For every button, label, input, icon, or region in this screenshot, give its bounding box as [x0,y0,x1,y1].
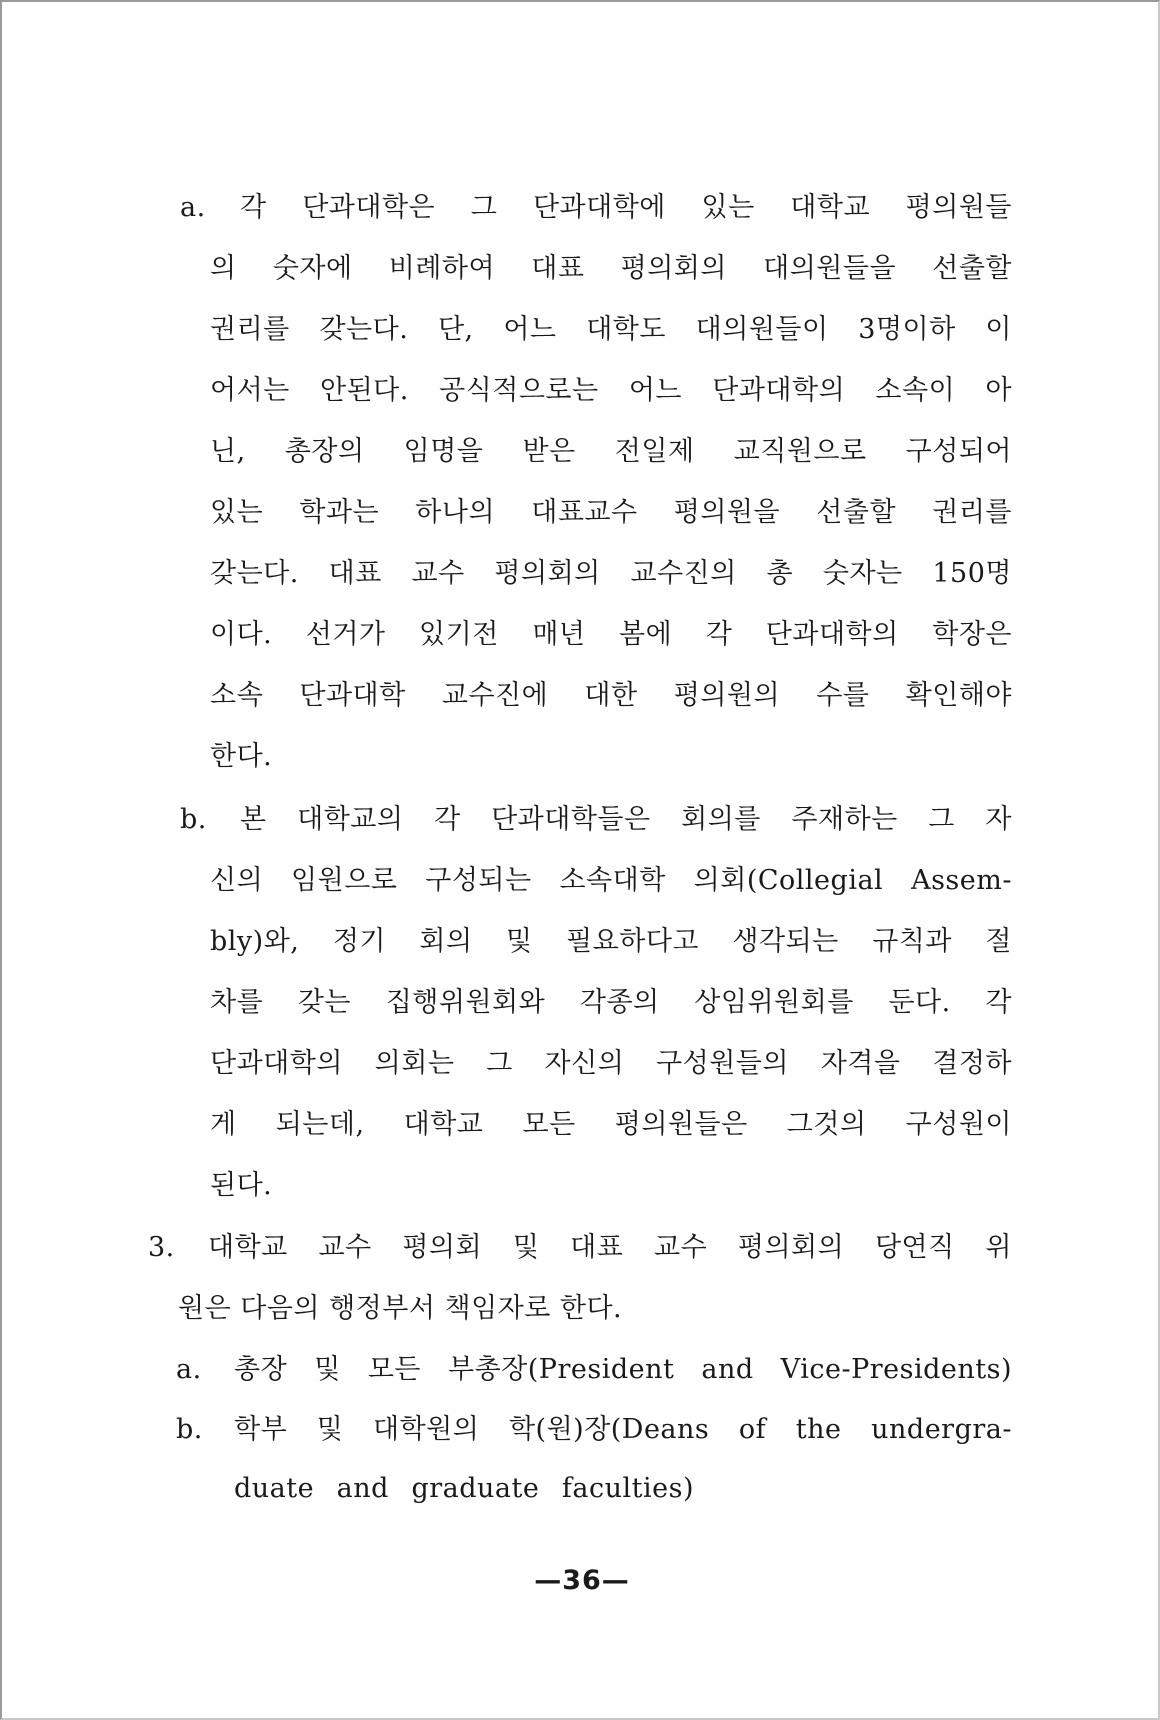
item-3a-marker: a. [176,1354,202,1385]
section-b-line: 차를 갖는 집행위원회와 각종의 상임위원회를 둔다. 각 [210,987,1012,1018]
section-a-line: 있는 학과는 하나의 대표교수 평의원을 선출할 권리를 [210,497,1012,528]
section-a-line: 각 단과대학은 그 단과대학에 있는 대학교 평의원들 [240,192,1012,223]
section-a-line: 어서는 안된다. 공식적으로는 어느 단과대학의 소속이 아 [210,375,1012,406]
item-3b-line: duate and graduate faculties) [234,1473,694,1504]
section-b-marker: b. [180,804,207,835]
section-b-line: 된다. [210,1170,273,1201]
page-number: —36— [534,1565,630,1596]
section-a-line: 갖는다. 대표 교수 평의회의 교수진의 총 숫자는 150명 [210,558,1012,589]
section-b-line: 게 되는데, 대학교 모든 평의원들은 그것의 구성원이 [210,1109,1012,1140]
item-3b-line: 학부 및 대학원의 학(원)장(Deans of the undergra- [234,1414,1012,1445]
section-a-line: 권리를 갖는다. 단, 어느 대학도 대의원들이 3명이하 이 [210,314,1012,345]
section-a-line: 의 숫자에 비례하여 대표 평의회의 대의원들을 선출할 [210,253,1012,284]
section-a-line: 한다. [210,741,273,772]
section-b-line: 단과대학의 의회는 그 자신의 구성원들의 자격을 결정하 [210,1048,1012,1079]
section-a-line: 이다. 선거가 있기전 매년 봄에 각 단과대학의 학장은 [210,619,1012,650]
section-b-line: bly)와, 정기 회의 및 필요하다고 생각되는 규칙과 절 [210,926,1012,957]
item-3-line: 대학교 교수 평의회 및 대표 교수 평의회의 당연직 위 [208,1232,1012,1263]
item-3-line: 원은 다음의 행정부서 책임자로 한다. [178,1293,623,1324]
section-a-line: 닌, 총장의 임명을 받은 전일제 교직원으로 구성되어 [210,436,1012,467]
section-a-line: 소속 단과대학 교수진에 대한 평의원의 수를 확인해야 [210,680,1012,711]
item-3a-text: 총장 및 모든 부총장(President and Vice-Presidents) [234,1354,1012,1385]
item-3b-marker: b. [176,1414,203,1445]
section-b-line: 본 대학교의 각 단과대학들은 회의를 주재하는 그 자 [240,804,1012,835]
item-3-marker: 3. [148,1232,175,1263]
section-b-line: 신의 임원으로 구성되는 소속대학 의회(Collegial Assem- [210,865,1012,896]
section-a-marker: a. [180,192,206,223]
